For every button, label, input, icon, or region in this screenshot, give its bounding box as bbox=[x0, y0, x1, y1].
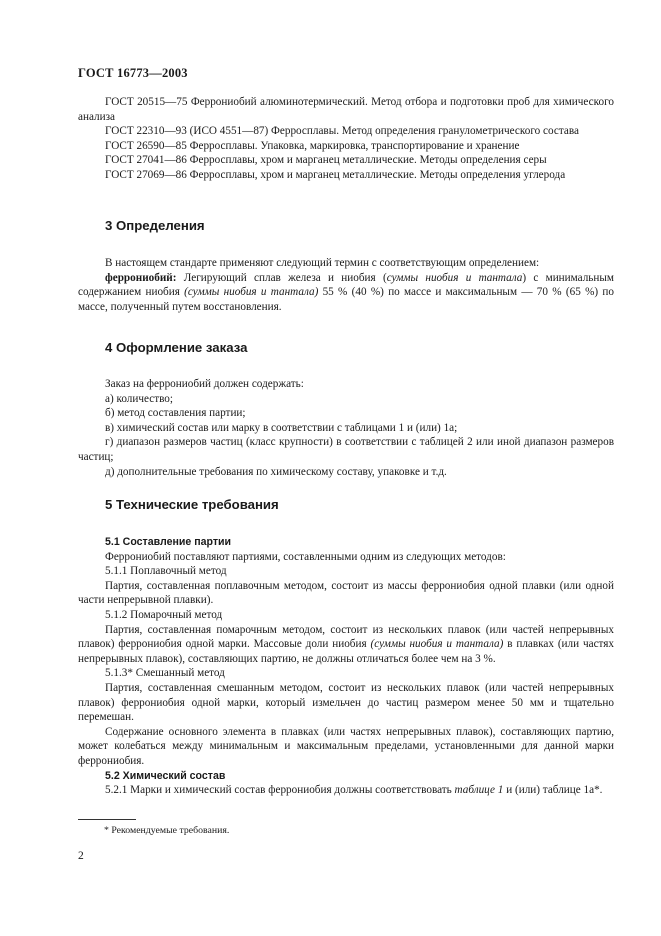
order-item: б) метод составления партии; bbox=[105, 407, 246, 420]
paragraph: Партия, составленная поплавочным методом, состоит из массы феррониобия одной плавки (или одной части непрерывной плавки). bbox=[78, 579, 614, 607]
reference-item: ГОСТ 27041—86 Ферросплавы, хром и марганец металлические. Методы определения серы bbox=[105, 154, 547, 167]
reference-item: ГОСТ 27069—86 Ферросплавы, хром и марганец металлические. Методы определения углерода bbox=[105, 168, 566, 181]
footnote-divider bbox=[78, 819, 136, 820]
reference-item: ГОСТ 22310—93 (ИСО 4551—87) Ферросплавы. Метод определения гранулометрического состава bbox=[105, 125, 579, 138]
paragraph-italic: таблице 1 bbox=[454, 784, 504, 797]
section-5-heading: 5 Технические требования bbox=[105, 497, 279, 512]
paragraph: Содержание основного элемента в плавках (или частях непрерывных плавок), составляющих партию, может колебаться между минимальным и максимальным пределами, установленными для данной марки феррониобия. bbox=[78, 725, 614, 767]
section-4-heading: 4 Оформление заказа bbox=[105, 340, 248, 355]
subsection-5-1-heading bbox=[78, 535, 614, 550]
order-item: г) диапазон размеров частиц (класс крупности) в соответствии с таблицей 2 или иной диапазон размеров частиц; bbox=[78, 436, 614, 463]
definition-text: ) с минимальным содержанием ниобия bbox=[78, 271, 614, 299]
order-item: в) химический состав или марку в соответствии с таблицами 1 и (или) 1а; bbox=[105, 421, 458, 434]
subsection-5-1-3-heading: 5.1.3* Смешанный метод bbox=[105, 667, 225, 680]
order-item: а) количество; bbox=[105, 392, 174, 405]
definitions-intro: В настоящем стандарте применяют следующий термин с соответствующим определением: bbox=[105, 257, 540, 269]
section-3-body bbox=[78, 256, 614, 314]
references-block bbox=[78, 95, 614, 183]
definition-italic: суммы ниобия и тантала bbox=[386, 271, 523, 284]
definition-italic: (суммы ниобия и тантала) bbox=[184, 286, 319, 299]
paragraph-italic: (суммы ниобия и тантала) bbox=[370, 638, 504, 651]
term: феррониобий: bbox=[105, 271, 177, 284]
section-5-body bbox=[78, 535, 614, 798]
reference-item: ГОСТ 20515—75 Феррониобий алюминотермический. Метод отбора и подготовки проб для химического анализа bbox=[78, 96, 614, 123]
paragraph: Партия, составленная смешанным методом, состоит из нескольких плавок (или частей непрерывных плавок) феррониобия одной марки, который измельчен до частиц размером менее 50 мм и тщательно перемешан. bbox=[78, 681, 614, 724]
paragraph-text: 5.2.1 Марки и химический состав феррониобия должны соответствовать bbox=[105, 784, 455, 797]
subsection-5-1-2-heading: 5.1.2 Помарочный метод bbox=[105, 608, 223, 621]
subsection-5-1-1-heading: 5.1.1 Поплавочный метод bbox=[105, 565, 227, 578]
reference-item: ГОСТ 26590—85 Ферросплавы. Упаковка, маркировка, транспортирование и хранение bbox=[105, 139, 520, 152]
paragraph-text: Партия, составленная помарочным методом, состоит из нескольких плавок (или частей непрерывных плавок) феррониобия одной марки. Массовые доли ниобия bbox=[78, 623, 614, 651]
document-header: ГОСТ 16773—2003 bbox=[78, 66, 188, 80]
definition-text: 55 % (40 %) по массе и максимальным — 70 % (65 %) по массе, полученный путем восстановления. bbox=[78, 286, 614, 313]
paragraph: Феррониобий поставляют партиями, составленными одним из следующих методов: bbox=[105, 550, 506, 563]
paragraph-text: в плавках (или частях непрерывных плавок), составляющих партию, не должны отличаться более чем на 3 %. bbox=[78, 638, 615, 665]
page-number: 2 bbox=[78, 850, 84, 862]
paragraph-text: и (или) таблице 1а*. bbox=[503, 784, 603, 797]
section-3-heading: 3 Определения bbox=[105, 218, 205, 233]
subsection-title: 5.2 Химический состав bbox=[105, 769, 226, 782]
paragraph bbox=[78, 623, 614, 667]
subsection-title: 5.1 Составление партии bbox=[105, 536, 232, 548]
definition-paragraph bbox=[78, 271, 614, 315]
section-4-body bbox=[78, 377, 614, 479]
subsection-5-2-heading bbox=[78, 769, 614, 784]
paragraph bbox=[78, 783, 614, 798]
order-item: д) дополнительные требования по химическому составу, упаковке и т.д. bbox=[105, 465, 447, 478]
definition-text: Легирующий сплав железа и ниобия ( bbox=[176, 271, 387, 284]
order-intro: Заказ на феррониобий должен содержать: bbox=[105, 378, 304, 390]
footnote: * Рекомендуемые требования. bbox=[104, 825, 230, 836]
